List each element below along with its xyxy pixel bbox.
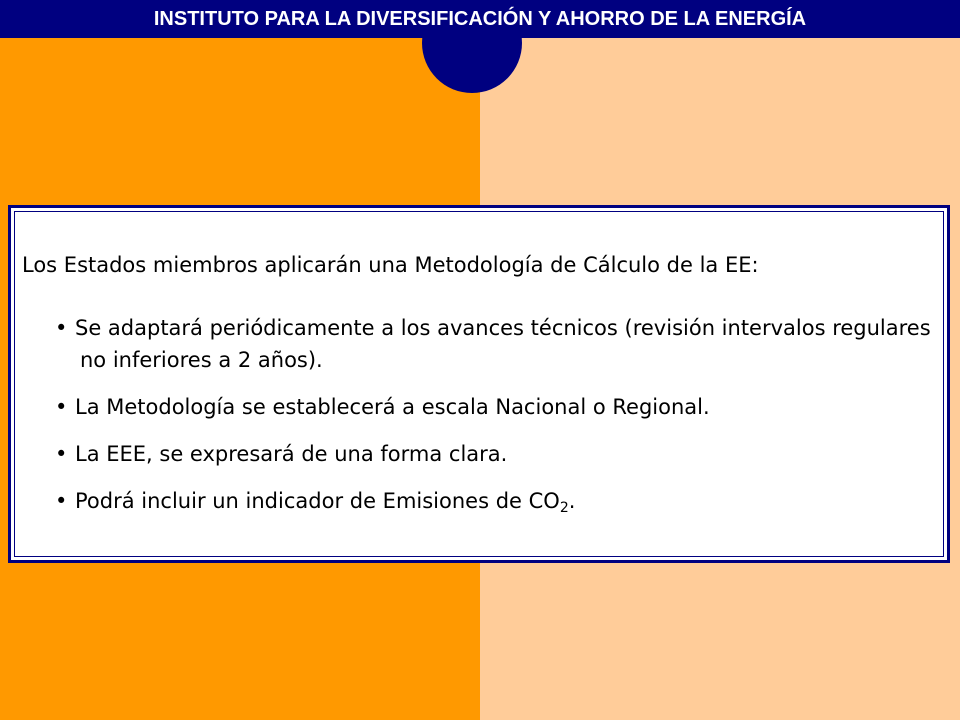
header-title: INSTITUTO PARA LA DIVERSIFICACIÓN Y AHORRO DE LA ENERGÍA <box>153 8 807 30</box>
bullet-item <box>55 391 935 423</box>
co2-subscript: 2 <box>559 500 569 516</box>
bullet-text <box>75 489 576 516</box>
content-box <box>8 205 950 563</box>
bullet-symbol: • <box>55 316 68 340</box>
bullet-symbol: • <box>55 395 68 419</box>
bullet-text-end: . <box>568 489 576 513</box>
intro-text: Los Estados miembros aplicarán una Metodología de Cálculo de la EE: <box>22 253 759 277</box>
bullet-text-main: Podrá incluir un indicador de Emisiones de CO <box>75 489 560 513</box>
bullet-text: La Metodología se establecerá a escala Nacional o Regional. <box>75 395 710 419</box>
bullet-list <box>55 312 935 532</box>
bullet-item <box>55 438 935 470</box>
bullet-item <box>55 485 935 517</box>
bullet-symbol: • <box>55 489 68 513</box>
bullet-text: La EEE, se expresará de una forma clara. <box>75 442 508 466</box>
bullet-symbol: • <box>55 442 68 466</box>
bullet-item <box>55 312 935 376</box>
bullet-text: Se adaptará periódicamente a los avances técnicos (revisión intervalos regulares no inferiores a 2 años). <box>75 316 931 372</box>
header-bar <box>0 0 960 38</box>
